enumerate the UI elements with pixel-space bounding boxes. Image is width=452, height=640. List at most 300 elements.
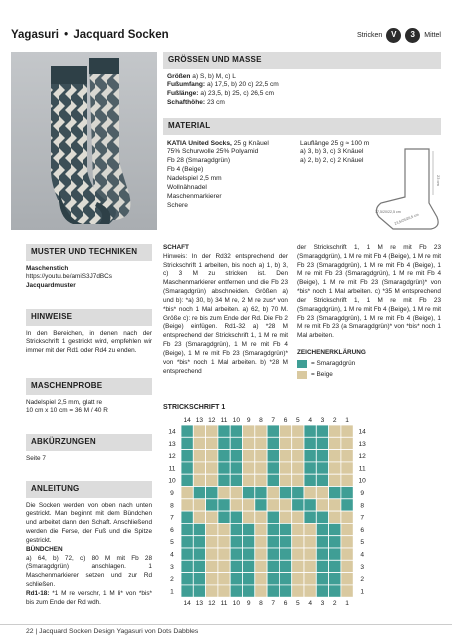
technique-item: Maschenstich bbox=[26, 264, 69, 272]
notes-heading: HINWEISE bbox=[26, 309, 152, 326]
legend-heading: ZEICHENERKLÄRUNG bbox=[297, 349, 366, 357]
gauge-needles: Nadelspiel 2,5 mm, glatt re bbox=[26, 398, 103, 406]
chart-cell-green bbox=[316, 523, 328, 535]
chart-cell-beige bbox=[304, 573, 316, 585]
chart-cell-green bbox=[193, 548, 205, 560]
chart-cell-beige bbox=[193, 437, 205, 449]
row-label-left: 6 bbox=[170, 526, 174, 534]
row-label-left: 9 bbox=[170, 489, 174, 497]
chart-cell-green bbox=[279, 560, 291, 572]
chart-cell-green bbox=[181, 425, 193, 437]
instructions-section bbox=[26, 481, 152, 607]
row-label-right: 2 bbox=[360, 576, 365, 584]
column-label-bottom: 1 bbox=[345, 600, 349, 608]
chart-cell-beige bbox=[279, 437, 291, 449]
column-label-top: 14 bbox=[183, 417, 191, 424]
chart-cell-green bbox=[316, 585, 328, 597]
chart-cell-beige bbox=[267, 499, 279, 511]
chart-cell-green bbox=[316, 560, 328, 572]
row-label-right: 4 bbox=[360, 551, 365, 559]
chart-cell-beige bbox=[255, 511, 267, 523]
chart-cell-green bbox=[181, 560, 193, 572]
abbreviations-section bbox=[26, 434, 152, 463]
chart-cell-beige bbox=[218, 548, 230, 560]
chart-cell-beige bbox=[255, 573, 267, 585]
chart-cell-beige bbox=[255, 585, 267, 597]
chart-cell-green bbox=[267, 585, 279, 597]
column-label-top: 12 bbox=[208, 417, 216, 424]
column-label-bottom: 7 bbox=[271, 600, 276, 608]
sock-illustration bbox=[11, 52, 157, 230]
chart-cell-beige bbox=[329, 462, 341, 474]
chart-cell-beige bbox=[255, 462, 267, 474]
chart-cell-green bbox=[255, 499, 267, 511]
chart-cell-green bbox=[230, 548, 242, 560]
chart-cell-green bbox=[329, 523, 341, 535]
chart-cell-beige bbox=[255, 425, 267, 437]
chart-cell-green bbox=[267, 437, 279, 449]
row-label-left: 13 bbox=[168, 440, 176, 448]
chart-cell-beige bbox=[255, 437, 267, 449]
leg-text-2: der Strickschrift 1, 1 M re mit Fb 23 (Smaragdgrün), 1 M re mit Fb 4 (Beige), 1 M re mit Fb 23 (Smaragdgrün), 1 M re mit Fb 4 (Beige), 1 M re mit Fb 23 (Smaragdgrün), 1 M re mit Fb 4 (Beige), 1 M re mit Fb 23 (Smaragdgrün)* von *bis* noch 1 Mal arbeiten. c) *35 M entsprechend der Strickschrift 1, 1 M re mit Fb 23 (Smaragdgrün), 1 M re mit Fb 4 (Beige), 1 M re mit Fb 23 (Smaragdgrün), 1 M re mit Fb 4 (Beige), 1 M re mit Fb 23 (a Smaragdgrün)* von *bis* noch 1 Mal arbeiten. bbox=[297, 244, 441, 340]
instructions-intro: Die Socken werden von oben nach unten gestrickt. Man beginnt mit dem Bündchen und arbeitet dann den Schaft. Anschließend werden die Ferse, der Fuß und die Spitze gestrickt. bbox=[26, 501, 152, 544]
column-label-bottom: 4 bbox=[308, 600, 312, 608]
chart-cell-green bbox=[181, 462, 193, 474]
chart-cell-green bbox=[230, 474, 242, 486]
chart-cell-green bbox=[230, 450, 242, 462]
tool-needle: Wollnähnadel bbox=[167, 184, 207, 191]
chart-cell-beige bbox=[267, 487, 279, 499]
chart-cell-beige bbox=[292, 474, 304, 486]
chart-cell-beige bbox=[316, 499, 328, 511]
chart-cell-beige bbox=[206, 425, 218, 437]
chart-cell-beige bbox=[181, 487, 193, 499]
chart-cell-beige bbox=[193, 499, 205, 511]
chart-cell-green bbox=[329, 585, 341, 597]
chart-cell-green bbox=[316, 425, 328, 437]
column-label-top: 3 bbox=[320, 417, 325, 424]
chart-cell-beige bbox=[292, 511, 304, 523]
chart-cell-green bbox=[329, 487, 341, 499]
chart-cell-beige bbox=[255, 548, 267, 560]
chart-cell-beige bbox=[218, 536, 230, 548]
chart-cell-green bbox=[255, 487, 267, 499]
chart-cell-beige bbox=[218, 585, 230, 597]
column-label-bottom: 10 bbox=[232, 600, 241, 608]
ribbing-heading: BÜNDCHEN bbox=[26, 545, 63, 553]
row-label-left: 8 bbox=[170, 502, 174, 510]
chart-cell-beige bbox=[218, 523, 230, 535]
chart-cell-green bbox=[181, 585, 193, 597]
chart-cell-beige bbox=[206, 437, 218, 449]
chart-cell-green bbox=[329, 536, 341, 548]
difficulty-badge-icon: 3 bbox=[405, 28, 420, 43]
chart-cell-beige bbox=[181, 499, 193, 511]
leg-continued bbox=[297, 244, 441, 380]
column-label-top: 8 bbox=[259, 417, 263, 424]
chart-cell-beige bbox=[193, 425, 205, 437]
leg-section bbox=[163, 244, 288, 376]
yarn-length: Lauflänge 25 g ≈ 100 m bbox=[300, 139, 370, 147]
chart-cell-green bbox=[230, 437, 242, 449]
chart-cell-beige bbox=[341, 511, 353, 523]
row-label-left: 3 bbox=[170, 563, 174, 571]
chart-cell-green bbox=[279, 585, 291, 597]
chart-cell-green bbox=[341, 499, 353, 511]
chart-cell-beige bbox=[329, 437, 341, 449]
technique-video-link[interactable]: https://youtu.be/amiS3J7dBCs bbox=[26, 273, 112, 281]
page-title bbox=[11, 28, 169, 43]
row-label-right: 3 bbox=[360, 563, 365, 571]
yarn-weight: 25 g Knäuel bbox=[233, 139, 269, 147]
row-label-right: 8 bbox=[360, 502, 365, 510]
chart-cell-beige bbox=[193, 462, 205, 474]
chart-cell-green bbox=[267, 560, 279, 572]
column-label-top: 7 bbox=[271, 417, 276, 424]
row-label-right: 13 bbox=[358, 440, 366, 448]
chart-cell-beige bbox=[218, 560, 230, 572]
chart-cell-beige bbox=[292, 573, 304, 585]
notes-text: In den Bereichen, in denen nach der Strickschrift 1 gestrickt wird, empfehlen wir immer mit der Rd1 oder Rd4 zu enden. bbox=[26, 329, 152, 355]
chart-cell-beige bbox=[292, 585, 304, 597]
foot-circumference-line: Fußumfang: a) 17,5, b) 20 c) 22,5 cm bbox=[167, 81, 279, 89]
difficulty-label: Mittel bbox=[424, 31, 441, 39]
chart-cell-beige bbox=[243, 511, 255, 523]
chart-cell-green bbox=[329, 573, 341, 585]
chart-cell-green bbox=[329, 560, 341, 572]
chart-cell-beige bbox=[206, 536, 218, 548]
chart-cell-beige bbox=[341, 523, 353, 535]
chart-cell-beige bbox=[341, 573, 353, 585]
column-label-bottom: 5 bbox=[296, 600, 300, 608]
row-label-left: 4 bbox=[170, 551, 174, 559]
chart-cell-beige bbox=[341, 425, 353, 437]
chart-cell-beige bbox=[243, 474, 255, 486]
chart-cell-green bbox=[193, 536, 205, 548]
chart-cell-beige bbox=[292, 536, 304, 548]
foot-length-line: Fußlänge: a) 23,5, b) 25, c) 26,5 cm bbox=[167, 90, 275, 98]
chart-cell-beige bbox=[243, 499, 255, 511]
chart-cell-green bbox=[181, 450, 193, 462]
round-label: Rd1-18: bbox=[26, 589, 50, 597]
chart-cell-beige bbox=[255, 474, 267, 486]
chart-cell-beige bbox=[279, 425, 291, 437]
chart-cell-green bbox=[243, 560, 255, 572]
column-label-bottom: 6 bbox=[283, 600, 288, 608]
chart-cell-green bbox=[267, 511, 279, 523]
leg-heading: SCHAFT bbox=[163, 244, 189, 251]
chart-cell-beige bbox=[193, 474, 205, 486]
chart-cell-beige bbox=[341, 585, 353, 597]
knitting-chart bbox=[163, 413, 441, 613]
column-label-bottom: 8 bbox=[259, 600, 263, 608]
leg-text-1: Hinweis: In der Rd32 entsprechend der Strickschrift 1 arbeiten, bis noch a) 1, b) 3, c) 3 M zu stricken ist. Den Maschenmarkierer entfernen und die Fb 23 (Smaragdgrün) abschneiden. Größen a) und b): *a) 30, b) 34 M re, 2 M re zus* von *bis* noch 1 Mal arbeiten. a) 62, b) 70 M. Größe c): re bis zum Ende der Rd. Die Fb 2 (Beige) einfügen. Rd1-32 a) *28 M entsprechend der Strickschrift 1, 1 M re mit Fb 23 (Smaragdgrün), 1 M re mit Fb 4 (Beige), 1 M re mit Fb 23 (Smaragdgrün)* von *bis* noch 1 Mal arbeiten. b) *28 M entsprechend bbox=[163, 252, 288, 375]
chart-cell-green bbox=[304, 462, 316, 474]
chart-cell-beige bbox=[341, 450, 353, 462]
knit-level-icon: V bbox=[386, 28, 401, 43]
chart-cell-beige bbox=[243, 462, 255, 474]
chart-cell-green bbox=[181, 474, 193, 486]
chart-cell-beige bbox=[341, 536, 353, 548]
chart-cell-beige bbox=[206, 474, 218, 486]
chart-cell-green bbox=[279, 548, 291, 560]
chart-cell-beige bbox=[341, 548, 353, 560]
row-label-right: 6 bbox=[360, 526, 365, 534]
sizes-heading: GRÖSSEN UND MASSE bbox=[163, 52, 441, 69]
legend-item-green: = Smaragdgrün bbox=[297, 360, 441, 369]
chart-cell-green bbox=[316, 450, 328, 462]
chart-cell-green bbox=[206, 499, 218, 511]
column-label-top: 11 bbox=[220, 417, 228, 424]
row-label-left: 5 bbox=[170, 539, 174, 547]
chart-cell-beige bbox=[279, 511, 291, 523]
abbreviations-heading: ABKÜRZUNGEN bbox=[26, 434, 152, 451]
chart-cell-green bbox=[329, 548, 341, 560]
chart-cell-green bbox=[181, 511, 193, 523]
chart-cell-green bbox=[243, 487, 255, 499]
chart-cell-green bbox=[292, 499, 304, 511]
chart-cell-green bbox=[181, 573, 193, 585]
chart-cell-green bbox=[267, 573, 279, 585]
tool-scissors: Schere bbox=[167, 201, 188, 209]
chart-cell-beige bbox=[255, 450, 267, 462]
chart-cell-beige bbox=[292, 425, 304, 437]
diagram-circ-label: 17,5/20/22,5 cm bbox=[375, 209, 401, 214]
chart-cell-beige bbox=[304, 487, 316, 499]
chart-cell-green bbox=[230, 511, 242, 523]
chart-cell-beige bbox=[218, 487, 230, 499]
footer-divider bbox=[0, 624, 452, 625]
techniques-section bbox=[26, 244, 152, 291]
chart-cell-green bbox=[230, 585, 242, 597]
row-label-right: 14 bbox=[358, 428, 366, 436]
sock-photo bbox=[11, 52, 157, 230]
techniques-heading: MUSTER UND TECHNIKEN bbox=[26, 244, 152, 261]
column-label-top: 5 bbox=[296, 417, 300, 424]
chart-cell-beige bbox=[304, 536, 316, 548]
needles: Nadelspiel 2,5 mm bbox=[167, 175, 222, 183]
chart-cell-green bbox=[304, 437, 316, 449]
chart-cell-beige bbox=[329, 425, 341, 437]
chart-cell-beige bbox=[329, 511, 341, 523]
chart-cell-green bbox=[279, 523, 291, 535]
chart-cell-green bbox=[218, 462, 230, 474]
chart-cell-green bbox=[230, 560, 242, 572]
chart-cell-beige bbox=[255, 536, 267, 548]
tool-marker: Maschenmarkierer bbox=[167, 192, 222, 200]
chart-cell-green bbox=[267, 474, 279, 486]
page-footer bbox=[0, 626, 452, 640]
row-label-right: 12 bbox=[358, 453, 366, 461]
chart-cell-beige bbox=[304, 585, 316, 597]
title-part2: Jacquard Socken bbox=[73, 29, 169, 41]
notes-section bbox=[26, 309, 152, 356]
level-label: Stricken bbox=[356, 31, 383, 39]
footer-separator: | bbox=[35, 628, 38, 635]
yarn-composition: 75% Schurwolle 25% Polyamid bbox=[167, 148, 259, 156]
chart-cell-green bbox=[267, 450, 279, 462]
chart-cell-green bbox=[181, 536, 193, 548]
gauge-stitches: 10 cm x 10 cm = 36 M / 40 R bbox=[26, 407, 108, 415]
chart-cell-beige bbox=[341, 560, 353, 572]
column-label-top: 1 bbox=[345, 417, 349, 424]
difficulty-indicator bbox=[357, 28, 441, 43]
chart-cell-green bbox=[304, 474, 316, 486]
diagram-leg-label: 23 cm bbox=[436, 174, 441, 186]
title-part1: Yagasuri bbox=[11, 29, 59, 41]
row-label-left: 14 bbox=[168, 428, 176, 436]
chart-cell-green bbox=[267, 548, 279, 560]
chart-cell-beige bbox=[243, 437, 255, 449]
chart-cell-green bbox=[243, 573, 255, 585]
chart-cell-beige bbox=[255, 523, 267, 535]
chart-cell-green bbox=[206, 487, 218, 499]
chart-cell-beige bbox=[292, 437, 304, 449]
quantity-color-2: a) 2, b) 2, c) 2 Knäuel bbox=[300, 157, 364, 165]
chart-cell-green bbox=[316, 437, 328, 449]
row-label-right: 5 bbox=[360, 539, 365, 547]
chart-cell-green bbox=[316, 474, 328, 486]
chart-cell-green bbox=[230, 536, 242, 548]
column-label-bottom: 14 bbox=[183, 600, 191, 608]
chart-cell-green bbox=[267, 523, 279, 535]
chart-cell-beige bbox=[193, 511, 205, 523]
chart-cell-beige bbox=[304, 548, 316, 560]
chart-cell-beige bbox=[341, 474, 353, 486]
chart-cell-green bbox=[218, 425, 230, 437]
chart-cell-beige bbox=[329, 474, 341, 486]
gauge-heading: MASCHENPROBE bbox=[26, 378, 152, 395]
chart-cell-green bbox=[304, 425, 316, 437]
yarn-color-1: Fb 28 (Smaragdgrün) bbox=[167, 157, 231, 165]
chart-cell-green bbox=[304, 511, 316, 523]
round-text: *1 M re verschr, 1 M li* von *bis* bis zum Ende der Rd wdh. bbox=[26, 589, 153, 606]
row-label-left: 7 bbox=[170, 514, 174, 522]
chart-cell-beige bbox=[292, 462, 304, 474]
column-label-top: 13 bbox=[195, 417, 204, 424]
chart-cell-beige bbox=[316, 487, 328, 499]
column-label-top: 9 bbox=[246, 417, 251, 424]
column-label-top: 10 bbox=[232, 417, 241, 424]
column-label-bottom: 13 bbox=[195, 600, 204, 608]
column-label-bottom: 11 bbox=[220, 600, 228, 608]
chart-cell-green bbox=[181, 548, 193, 560]
chart-cell-green bbox=[181, 523, 193, 535]
chart-cell-beige bbox=[243, 425, 255, 437]
chart-cell-green bbox=[230, 573, 242, 585]
chart-cell-green bbox=[341, 487, 353, 499]
column-label-bottom: 12 bbox=[208, 600, 216, 608]
chart-cell-beige bbox=[206, 450, 218, 462]
chart-cell-beige bbox=[279, 462, 291, 474]
leg-height-line: Schafthöhe: 23 cm bbox=[167, 99, 225, 107]
sizes-body bbox=[163, 69, 441, 113]
column-label-bottom: 2 bbox=[332, 600, 337, 608]
material-section bbox=[163, 118, 441, 235]
chart-cell-green bbox=[243, 585, 255, 597]
chart-cell-beige bbox=[279, 450, 291, 462]
chart-cell-green bbox=[193, 585, 205, 597]
chart-cell-green bbox=[193, 573, 205, 585]
chart-cell-beige bbox=[206, 511, 218, 523]
chart-cell-beige bbox=[304, 523, 316, 535]
row-label-right: 7 bbox=[360, 514, 365, 522]
chart-cell-beige bbox=[206, 462, 218, 474]
material-list bbox=[167, 140, 297, 211]
chart-cell-green bbox=[193, 560, 205, 572]
chart-cell-green bbox=[316, 573, 328, 585]
chart-cell-green bbox=[230, 523, 242, 535]
chart-cell-green bbox=[230, 425, 242, 437]
sizes-line: Größen a) S, b) M, c) L bbox=[167, 72, 236, 80]
chart-cell-green bbox=[243, 548, 255, 560]
row-label-left: 2 bbox=[170, 576, 174, 584]
chart-cell-beige bbox=[243, 450, 255, 462]
legend-item-beige: = Beige bbox=[297, 371, 441, 380]
chart-cell-beige bbox=[255, 560, 267, 572]
chart-cell-beige bbox=[329, 499, 341, 511]
chart-cell-green bbox=[243, 523, 255, 535]
row-label-right: 11 bbox=[358, 465, 366, 473]
chart-cell-beige bbox=[206, 523, 218, 535]
abbreviations-ref: Seite 7 bbox=[26, 454, 46, 462]
yarn-color-2: Fb 4 (Beige) bbox=[167, 166, 204, 174]
chart-cell-green bbox=[316, 462, 328, 474]
chart-cell-beige bbox=[279, 474, 291, 486]
chart-cell-green bbox=[304, 450, 316, 462]
chart-cell-green bbox=[230, 462, 242, 474]
chart-cell-beige bbox=[206, 573, 218, 585]
page-number: 22 bbox=[26, 628, 34, 635]
row-label-left: 12 bbox=[168, 453, 176, 461]
chart-cell-green bbox=[218, 511, 230, 523]
chart-cell-green bbox=[267, 425, 279, 437]
chart-cell-green bbox=[279, 487, 291, 499]
chart-cell-green bbox=[279, 573, 291, 585]
gauge-section bbox=[26, 378, 152, 416]
material-quantities bbox=[300, 140, 380, 167]
chart-cell-green bbox=[267, 536, 279, 548]
row-label-right: 1 bbox=[360, 588, 365, 596]
legend-swatch-green bbox=[297, 360, 307, 368]
chart-cell-beige bbox=[206, 585, 218, 597]
chart-cell-beige bbox=[206, 560, 218, 572]
row-label-right: 9 bbox=[360, 489, 365, 497]
row-label-left: 10 bbox=[168, 477, 176, 485]
quantity-color-1: a) 3, b) 3, c) 3 Knäuel bbox=[300, 148, 364, 156]
chart-cell-beige bbox=[292, 548, 304, 560]
column-label-bottom: 9 bbox=[246, 600, 251, 608]
chart-cell-beige bbox=[230, 487, 242, 499]
row-label-left: 11 bbox=[168, 465, 176, 473]
sizes-section bbox=[163, 52, 441, 112]
chart-cell-green bbox=[218, 499, 230, 511]
chart-cell-green bbox=[218, 450, 230, 462]
chart-cell-green bbox=[304, 499, 316, 511]
column-label-top: 2 bbox=[332, 417, 337, 424]
chart-cell-green bbox=[279, 536, 291, 548]
chart-title: STRICKSCHRIFT 1 bbox=[163, 404, 226, 411]
chart-cell-beige bbox=[304, 560, 316, 572]
legend-swatch-beige bbox=[297, 371, 307, 379]
row-label-right: 10 bbox=[358, 477, 366, 485]
chart-cell-green bbox=[218, 474, 230, 486]
chart-cell-beige bbox=[218, 573, 230, 585]
diagram-foot-label: 23,5/25/26,5 cm bbox=[393, 212, 420, 226]
technique-item: Jacquardmuster bbox=[26, 282, 76, 290]
chart-cell-beige bbox=[329, 450, 341, 462]
instructions-heading: ANLEITUNG bbox=[26, 481, 152, 498]
